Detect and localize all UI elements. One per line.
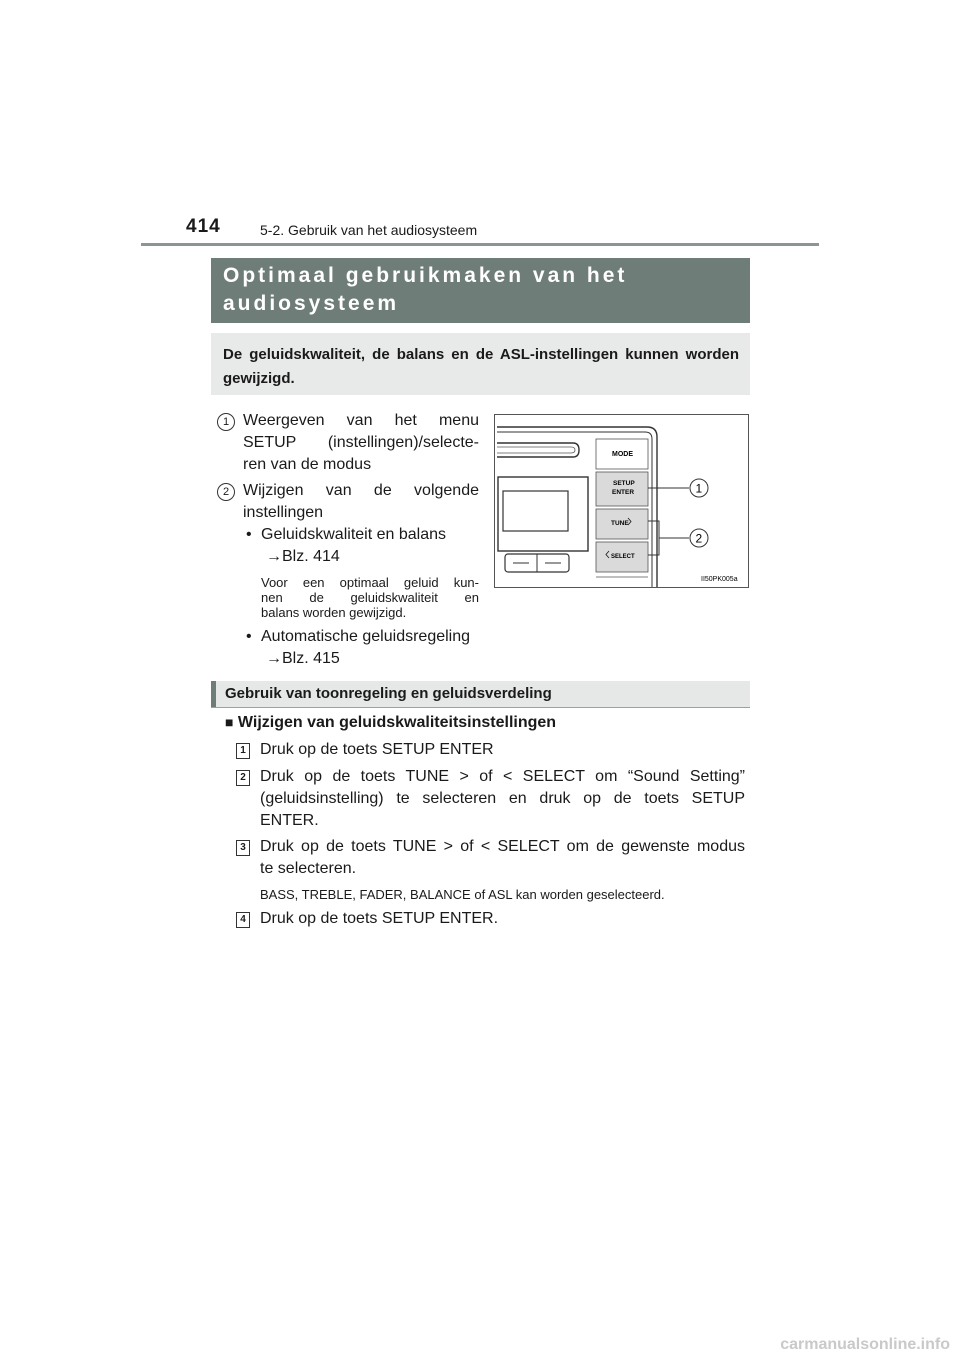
page-title-box (211, 258, 750, 323)
watermark: carmanualsonline.info (780, 1336, 950, 1353)
intro-text: De geluidskwaliteit, de balans en de ASL-instellingen kunnen worden gewijzigd. (223, 346, 739, 387)
step-number-3: 3 (236, 840, 250, 856)
bullet-1-note-line-2: nen de geluidskwaliteit en (261, 590, 479, 605)
audio-panel-figure (494, 414, 749, 588)
step-2-line-1: Druk op de toets TUNE > of < SELECT om “Sound Setting” (260, 768, 745, 785)
bullet-1-ref (266, 546, 340, 568)
arrow-right-icon: → (266, 548, 282, 565)
subheading-text: Wijzigen van geluidskwaliteitsinstellingen (237, 714, 557, 731)
bullet-2-ref (266, 648, 340, 670)
page-title-line-2: audiosysteem (223, 292, 400, 315)
cd-slot (497, 443, 579, 457)
step-4-line-1: Druk op de toets SETUP ENTER. (260, 910, 499, 927)
item-number-2: 2 (217, 483, 235, 501)
item-2-line-2: instellingen (243, 504, 324, 521)
page-title (223, 262, 627, 318)
subheading (225, 714, 556, 732)
step-2-text (260, 766, 745, 832)
bullet-dot-2: • (246, 628, 252, 645)
step-number-4: 4 (236, 912, 250, 928)
page-title-line-1: Optimaal gebruikmaken van het (223, 264, 628, 287)
step-3-text (260, 836, 745, 880)
audio-panel-illustration (495, 415, 748, 587)
item-1-text (243, 410, 479, 476)
square-bullet-icon: ■ (225, 714, 234, 730)
step-2-line-3: ENTER. (260, 812, 319, 829)
bullet-2-ref-text: Blz. 415 (282, 650, 340, 667)
step-1-text (260, 739, 745, 761)
callout-number-2: 2 (695, 531, 703, 546)
enter-label: ENTER (612, 489, 635, 496)
bullet-1-note (261, 576, 479, 619)
bullet-1-label: Geluidskwaliteit en balans (261, 526, 446, 543)
step-3-line-1: Druk op de toets TUNE > of < SELECT om de gewenste modus (260, 838, 745, 855)
step-3-note: BASS, TREBLE, FADER, BALANCE of ASL kan worden geselecteerd. (260, 887, 665, 902)
display-outline (498, 477, 588, 551)
mode-label: MODE (612, 451, 633, 458)
item-number-1: 1 (217, 413, 235, 431)
bullet-2-label: Automatische geluidsregeling (261, 628, 471, 645)
step-3-line-2: te selecteren. (260, 860, 357, 877)
figure-code: II50PK005a (701, 576, 738, 583)
intro-box (211, 333, 750, 395)
bullet-1-note-line-1: Voor een optimaal geluid kun- (261, 575, 479, 590)
item-1-line-2: SETUP (instellingen)/selecte- (243, 434, 479, 451)
item-2-line-1: Wijzigen van de volgende (243, 482, 479, 499)
bullet-1-note-line-3: balans worden gewijzigd. (261, 605, 407, 620)
item-1-line-3: ren van de modus (243, 456, 372, 473)
setup-label: SETUP (613, 480, 635, 487)
select-label: SELECT (611, 554, 635, 560)
display-screen (503, 491, 568, 531)
arrow-right-icon: → (266, 650, 282, 667)
page-number: 414 (186, 216, 221, 237)
tune-label: TUNE (611, 520, 629, 527)
section-bar-title: Gebruik van toonregeling en geluidsverdeling (225, 685, 552, 702)
bullet-1-ref-text: Blz. 414 (282, 548, 340, 565)
item-2-text (243, 480, 479, 524)
bullet-dot-1: • (246, 526, 252, 543)
section-bar-accent (211, 681, 216, 707)
step-1-line-1: Druk op de toets SETUP ENTER (260, 741, 494, 758)
header-divider (141, 243, 819, 246)
step-number-2: 2 (236, 770, 250, 786)
step-number-1: 1 (236, 743, 250, 759)
step-2-line-2: (geluidsinstelling) te selecteren en druk op de toets SETUP (260, 790, 745, 807)
section-title: 5-2. Gebruik van het audiosysteem (260, 222, 478, 238)
callout-number-1: 1 (695, 481, 703, 496)
item-1-line-1: Weergeven van het menu (243, 412, 479, 429)
section-bar (211, 681, 750, 708)
step-4-text (260, 908, 745, 930)
